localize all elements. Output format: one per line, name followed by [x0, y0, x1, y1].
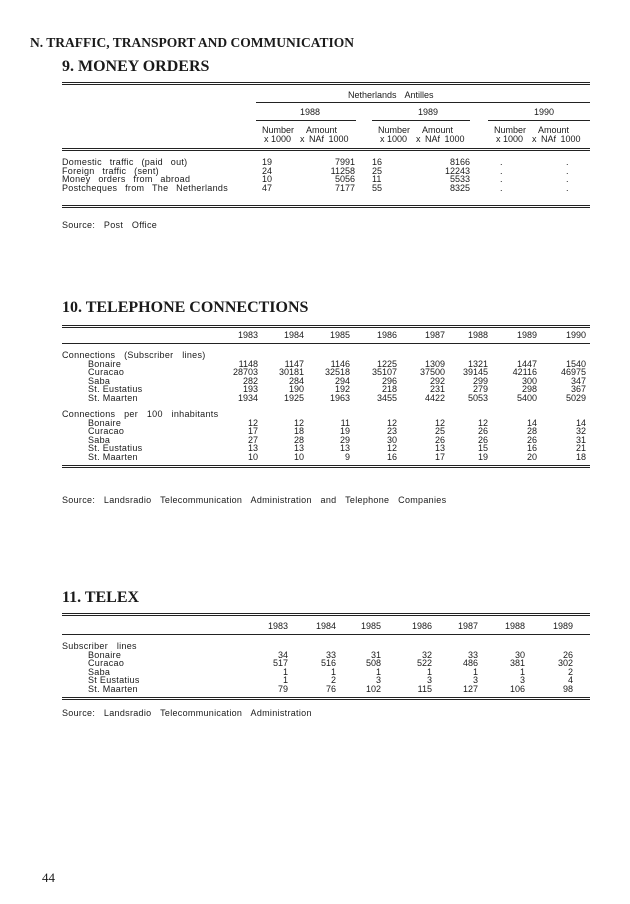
row-label: Money orders from abroad — [62, 174, 191, 185]
table-cell: 76 — [325, 683, 336, 694]
row-label: Postcheques from The Netherlands — [62, 183, 229, 194]
table-cell: 26 — [526, 434, 537, 445]
table-cell: 292 — [429, 375, 445, 386]
table-cell: 4422 — [424, 392, 445, 403]
table-cell: 7991 — [334, 157, 355, 167]
year-header: 1986 — [376, 330, 397, 340]
table-cell: 12243 — [444, 165, 470, 176]
money-orders-title: 9. MONEY ORDERS — [62, 58, 210, 75]
table-cell: 34 — [277, 650, 288, 660]
section-heading: Connections per 100 inhabitants — [62, 409, 219, 419]
table-cell: 30181 — [278, 367, 304, 378]
table-cell: 1 — [375, 666, 381, 677]
year-header: 1983 — [267, 621, 288, 631]
table-cell: 218 — [381, 384, 397, 395]
table-cell: 300 — [521, 375, 537, 386]
row-label: Bonaire — [88, 650, 122, 660]
table-cell: 12 — [293, 418, 304, 428]
amount-unit: x NAf 1000 — [532, 134, 581, 144]
table-cell: 1 — [472, 666, 478, 677]
table-cell: 17 — [434, 451, 445, 462]
table-cell: 26 — [477, 434, 488, 445]
row-label: St. Maarten — [88, 392, 138, 403]
table-cell: 10 — [293, 451, 304, 462]
table-cell: 14 — [526, 418, 537, 428]
table-cell: 294 — [334, 375, 350, 386]
table-cell: 299 — [472, 375, 488, 386]
table-cell: 3 — [375, 675, 381, 686]
table-cell: 33 — [325, 650, 336, 660]
year-header: 1989 — [552, 621, 573, 631]
table-cell: 115 — [417, 683, 432, 694]
row-label: Saba — [88, 434, 111, 445]
divider — [62, 465, 590, 468]
table-cell: 19 — [262, 157, 273, 167]
row-label: Foreign traffic (sent) — [62, 165, 159, 176]
section-heading: Subscriber lines — [62, 641, 137, 651]
number-header: Number — [262, 125, 295, 135]
divider — [488, 120, 590, 121]
telephone-title: 10. TELEPHONE CONNECTIONS — [62, 299, 309, 316]
year-header: 1988 — [300, 107, 321, 117]
year-header: 1984 — [283, 330, 304, 340]
number-unit: x 1000 — [264, 134, 292, 144]
amount-header: Amount — [422, 125, 454, 135]
year-header: 1989 — [418, 107, 439, 117]
table-cell: 522 — [416, 658, 432, 669]
number-unit: x 1000 — [496, 134, 524, 144]
year-header: 1987 — [457, 621, 478, 631]
table-cell: . — [566, 165, 569, 176]
table-cell: 517 — [272, 658, 288, 669]
table-cell: 47 — [262, 183, 273, 194]
table-cell: 10 — [247, 451, 258, 462]
telex-title: 11. TELEX — [62, 589, 140, 606]
table-cell: 39145 — [462, 367, 488, 378]
table-cell: 12 — [247, 418, 258, 428]
table-cell: 1 — [282, 666, 288, 677]
table-cell: 516 — [320, 658, 336, 669]
table-cell: 5029 — [565, 392, 586, 403]
table-cell: 298 — [521, 384, 537, 395]
table-cell: 32518 — [324, 367, 350, 378]
divider — [62, 613, 590, 616]
table-cell: 1 — [426, 666, 432, 677]
table-cell: 30 — [386, 434, 397, 445]
row-label: Saba — [88, 666, 111, 677]
table-cell: 20 — [526, 451, 537, 462]
table-cell: . — [566, 157, 569, 167]
table-cell: 190 — [288, 384, 304, 395]
table-cell: 486 — [462, 658, 478, 669]
table-cell: 19 — [339, 426, 350, 437]
table-cell: 302 — [557, 658, 573, 669]
table-cell: 26 — [434, 434, 445, 445]
table-cell: 29 — [339, 434, 350, 445]
table-cell: 79 — [277, 683, 288, 694]
table-cell: 1225 — [376, 359, 397, 369]
table-cell: 3455 — [376, 392, 397, 403]
row-label: St. Maarten — [88, 683, 138, 694]
table-cell: 3 — [472, 675, 478, 686]
region-header: Netherlands Antilles — [348, 90, 434, 100]
table-cell: 11 — [340, 418, 350, 428]
table-cell: 193 — [242, 384, 258, 395]
amount-header: Amount — [306, 125, 338, 135]
divider — [372, 120, 470, 121]
table-cell: 11 — [372, 174, 382, 185]
table-cell: 35107 — [371, 367, 397, 378]
table-cell: 5056 — [334, 174, 355, 185]
amount-unit: x NAf 1000 — [416, 134, 465, 144]
table-cell: 28 — [526, 426, 537, 437]
row-label: Curacao — [88, 658, 125, 669]
year-header: 1987 — [424, 330, 445, 340]
table-cell: 5400 — [516, 392, 537, 403]
year-header: 1986 — [411, 621, 432, 631]
table-cell: 3 — [426, 675, 432, 686]
divider — [62, 205, 590, 208]
table-cell: 8166 — [449, 157, 470, 167]
table-cell: 9 — [344, 451, 350, 462]
divider — [62, 634, 590, 635]
table-cell: 231 — [429, 384, 445, 395]
table-cell: 37500 — [419, 367, 445, 378]
table-cell: 27 — [247, 434, 258, 445]
table-cell: 13 — [247, 443, 258, 454]
table-cell: 1 — [519, 666, 525, 677]
table-cell: 19 — [477, 451, 488, 462]
table-cell: 1321 — [467, 359, 488, 369]
table-cell: 12 — [434, 418, 445, 428]
table-cell: 33 — [467, 650, 478, 660]
table-cell: . — [500, 174, 503, 185]
divider — [256, 120, 356, 121]
table-cell: 1925 — [283, 392, 304, 403]
table-cell: 13 — [339, 443, 350, 454]
table-cell: 1147 — [284, 359, 304, 369]
table-cell: 1934 — [237, 392, 258, 403]
table-cell: 102 — [365, 683, 381, 694]
table-cell: 28703 — [232, 367, 258, 378]
table-cell: 1148 — [238, 359, 258, 369]
source-note: Source: Landsradio Telecommunication Administration — [62, 708, 312, 718]
row-label: St. Eustatius — [88, 384, 143, 395]
table-cell: 1309 — [424, 359, 445, 369]
year-header: 1985 — [329, 330, 350, 340]
table-cell: 14 — [575, 418, 586, 428]
amount-unit: x NAf 1000 — [300, 134, 349, 144]
table-cell: 15 — [477, 443, 488, 454]
row-label: Saba — [88, 375, 111, 386]
table-cell: 1963 — [329, 392, 350, 403]
table-cell: . — [500, 183, 503, 194]
table-cell: 279 — [472, 384, 488, 395]
source-note: Source: Post Office — [62, 220, 158, 230]
number-unit: x 1000 — [380, 134, 408, 144]
row-label: Curacao — [88, 367, 125, 378]
divider — [256, 102, 590, 103]
table-cell: 12 — [386, 418, 397, 428]
row-label: St Eustatius — [88, 675, 140, 686]
row-label: Bonaire — [88, 359, 122, 369]
table-cell: 32 — [421, 650, 432, 660]
table-cell: 13 — [434, 443, 445, 454]
table-cell: 106 — [509, 683, 525, 694]
table-cell: 25 — [434, 426, 445, 437]
table-cell: 1 — [282, 675, 288, 686]
table-cell: 31 — [370, 650, 381, 660]
table-cell: 18 — [575, 451, 586, 462]
table-cell: 98 — [562, 683, 573, 694]
table-cell: 284 — [288, 375, 304, 386]
table-cell: 7177 — [334, 183, 355, 194]
number-header: Number — [378, 125, 411, 135]
year-header: 1990 — [565, 330, 586, 340]
table-cell: . — [500, 157, 503, 167]
table-cell: 1447 — [516, 359, 537, 369]
table-cell: 30 — [514, 650, 525, 660]
table-cell: 192 — [334, 384, 350, 395]
table-cell: 1540 — [565, 359, 586, 369]
row-label: Domestic traffic (paid out) — [62, 157, 188, 167]
table-cell: 46975 — [560, 367, 586, 378]
year-header: 1984 — [315, 621, 336, 631]
table-cell: 55 — [372, 183, 383, 194]
table-cell: 5053 — [467, 392, 488, 403]
year-header: 1988 — [467, 330, 488, 340]
table-cell: 25 — [372, 165, 383, 176]
table-cell: 347 — [570, 375, 586, 386]
table-cell: 367 — [570, 384, 586, 395]
divider — [62, 82, 590, 85]
year-header: 1985 — [360, 621, 381, 631]
year-header: 1983 — [237, 330, 258, 340]
divider — [62, 697, 590, 700]
table-cell: 16 — [372, 157, 383, 167]
table-cell: 17 — [247, 426, 258, 437]
year-header: 1988 — [504, 621, 525, 631]
table-cell: 18 — [293, 426, 304, 437]
source-note: Source: Landsradio Telecommunication Administration and Telephone Companies — [62, 495, 447, 505]
row-label: Curacao — [88, 426, 125, 437]
row-label: St. Eustatius — [88, 443, 143, 454]
year-header: 1990 — [534, 107, 555, 117]
table-cell: 16 — [386, 451, 397, 462]
table-cell: 127 — [462, 683, 478, 694]
table-cell: 21 — [575, 443, 586, 454]
table-cell: 16 — [526, 443, 537, 454]
divider — [62, 325, 590, 328]
table-cell: 23 — [386, 426, 397, 437]
table-cell: 282 — [242, 375, 258, 386]
table-cell: . — [500, 165, 503, 176]
amount-header: Amount — [538, 125, 570, 135]
table-cell: 32 — [575, 426, 586, 437]
number-header: Number — [494, 125, 527, 135]
divider — [62, 343, 590, 344]
table-cell: 11258 — [330, 165, 355, 176]
table-cell: 13 — [293, 443, 304, 454]
table-cell: . — [566, 174, 569, 185]
table-cell: 24 — [262, 165, 273, 176]
table-cell: 4 — [567, 675, 573, 686]
table-cell: 1146 — [330, 359, 350, 369]
table-cell: 2 — [330, 675, 336, 686]
table-cell: 8325 — [449, 183, 470, 194]
table-cell: 12 — [386, 443, 397, 454]
divider — [62, 148, 590, 151]
table-cell: 10 — [262, 174, 273, 185]
table-cell: 28 — [293, 434, 304, 445]
page-number: 44 — [42, 870, 55, 885]
chapter-title: N. TRAFFIC, TRANSPORT AND COMMUNICATION — [30, 35, 355, 50]
table-cell: 296 — [381, 375, 397, 386]
year-header: 1989 — [516, 330, 537, 340]
section-heading: Connections (Subscriber lines) — [62, 350, 206, 360]
row-label: St. Maarten — [88, 451, 138, 462]
row-label: Bonaire — [88, 418, 122, 428]
table-cell: 26 — [562, 650, 573, 660]
table-cell: 508 — [365, 658, 381, 669]
table-cell: 42116 — [512, 367, 537, 378]
table-cell: . — [566, 183, 569, 194]
table-cell: 3 — [519, 675, 525, 686]
table-cell: 2 — [567, 666, 573, 677]
table-cell: 26 — [477, 426, 488, 437]
table-cell: 1 — [330, 666, 336, 677]
table-cell: 381 — [509, 658, 525, 669]
table-cell: 31 — [575, 434, 586, 445]
table-cell: 5533 — [449, 174, 470, 185]
table-cell: 12 — [477, 418, 488, 428]
